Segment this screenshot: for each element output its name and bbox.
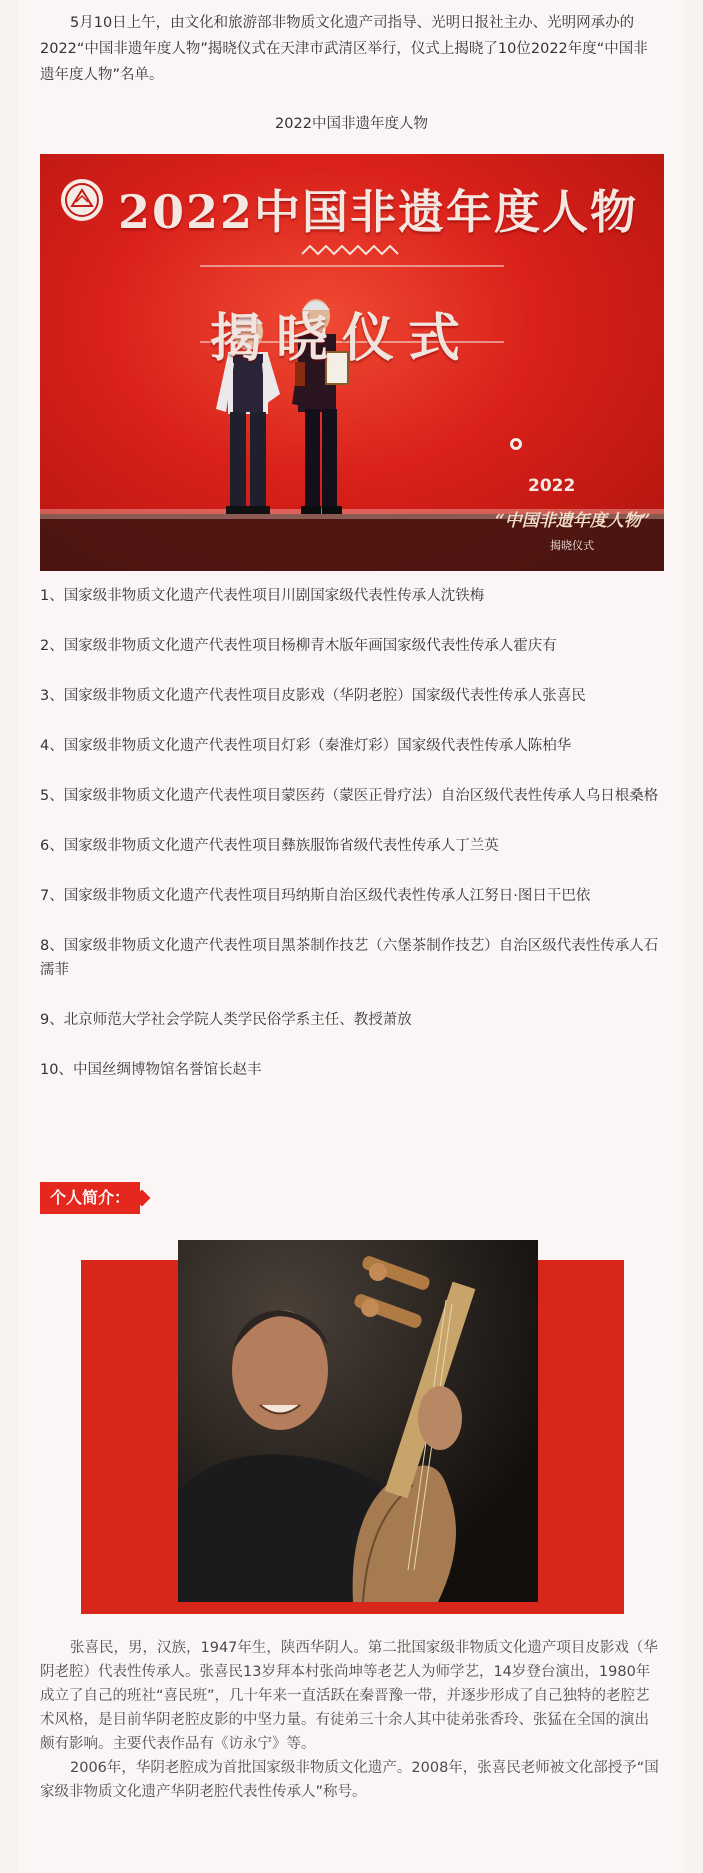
- list-item: 5、国家级非物质文化遗产代表性项目蒙医药（蒙医正骨疗法）自治区级代表性传承人乌日根桑格: [40, 788, 659, 804]
- logo-icon: [61, 179, 103, 221]
- list-item: 4、国家级非物质文化遗产代表性项目灯彩（秦淮灯彩）国家级代表性传承人陈柏华: [40, 738, 572, 754]
- hero-title: 2022中国非遗年度人物: [118, 185, 639, 239]
- image-caption: 2022中国非遗年度人物: [275, 116, 428, 132]
- hero-badge-subtitle: 揭晓仪式: [550, 539, 594, 552]
- profile-heading: [40, 1182, 140, 1214]
- hero-subtitle: 揭晓仪式: [210, 308, 475, 369]
- list-item: 9、北京师范大学社会学院人类学民俗学系主任、教授萧放: [40, 1012, 412, 1028]
- list-item: 10、中国丝绸博物馆名誉馆长赵丰: [40, 1062, 262, 1078]
- bio-paragraph: 2006年，华阴老腔成为首批国家级非物质文化遗产。2008年，张喜民老师被文化部授予“国家级非物质文化遗产华阴老腔代表性传承人”称号。: [40, 1760, 659, 1800]
- portrait-photo: [178, 1240, 538, 1602]
- ceremony-photo: [40, 154, 664, 571]
- honoree-list: [40, 584, 664, 1108]
- hero-badge-title: “中国非遗年度人物”: [495, 511, 651, 531]
- list-item: 6、国家级非物质文化遗产代表性项目彝族服饰省级代表性传承人丁兰英: [40, 838, 499, 854]
- list-item: 3、国家级非物质文化遗产代表性项目皮影戏（华阴老腔）国家级代表性传承人张喜民: [40, 688, 586, 704]
- bio-paragraph: 张喜民，男，汉族，1947年生，陕西华阴人。第二批国家级非物质文化遗产项目皮影戏（华阴老腔）代表性传承人。张喜民13岁拜本村张尚坤等老艺人为师学艺，14岁登台演出，1980年成立了自己的班社“喜民班”，几十年来一直活跃在秦晋豫一带，并逐步形成了自己独特的老腔艺术风格，是目前华阴老腔皮影的中坚力量。有徒弟三十余人其中徒弟张香玲、张猛在全国的演出颇有影响。主要代表作品有《访永宁》等。: [40, 1640, 658, 1752]
- list-item: 2、国家级非物质文化遗产代表性项目杨柳青木版年画国家级代表性传承人霍庆有: [40, 638, 557, 654]
- intro-paragraph: 5月10日上午，由文化和旅游部非物质文化遗产司指导、光明日报社主办、光明网承办的2022“中国非遗年度人物”揭晓仪式在天津市武清区举行，仪式上揭晓了10位2022年度“中国非遗年度人物”名单。: [40, 15, 648, 83]
- list-item: 8、国家级非物质文化遗产代表性项目黑茶制作技艺（六堡茶制作技艺）自治区级代表性传承人石濡菲: [40, 938, 659, 978]
- list-item: 7、国家级非物质文化遗产代表性项目玛纳斯自治区级代表性传承人江努日·图日干巴依: [40, 888, 591, 904]
- hero-badge-year: 2022: [528, 476, 576, 496]
- profile-bio: [40, 1636, 662, 1804]
- portrait-photo-art: [178, 1240, 538, 1602]
- profile-heading-label: 个人简介：: [50, 1188, 131, 1207]
- list-item: 1、国家级非物质文化遗产代表性项目川剧国家级代表性传承人沈铁梅: [40, 588, 485, 604]
